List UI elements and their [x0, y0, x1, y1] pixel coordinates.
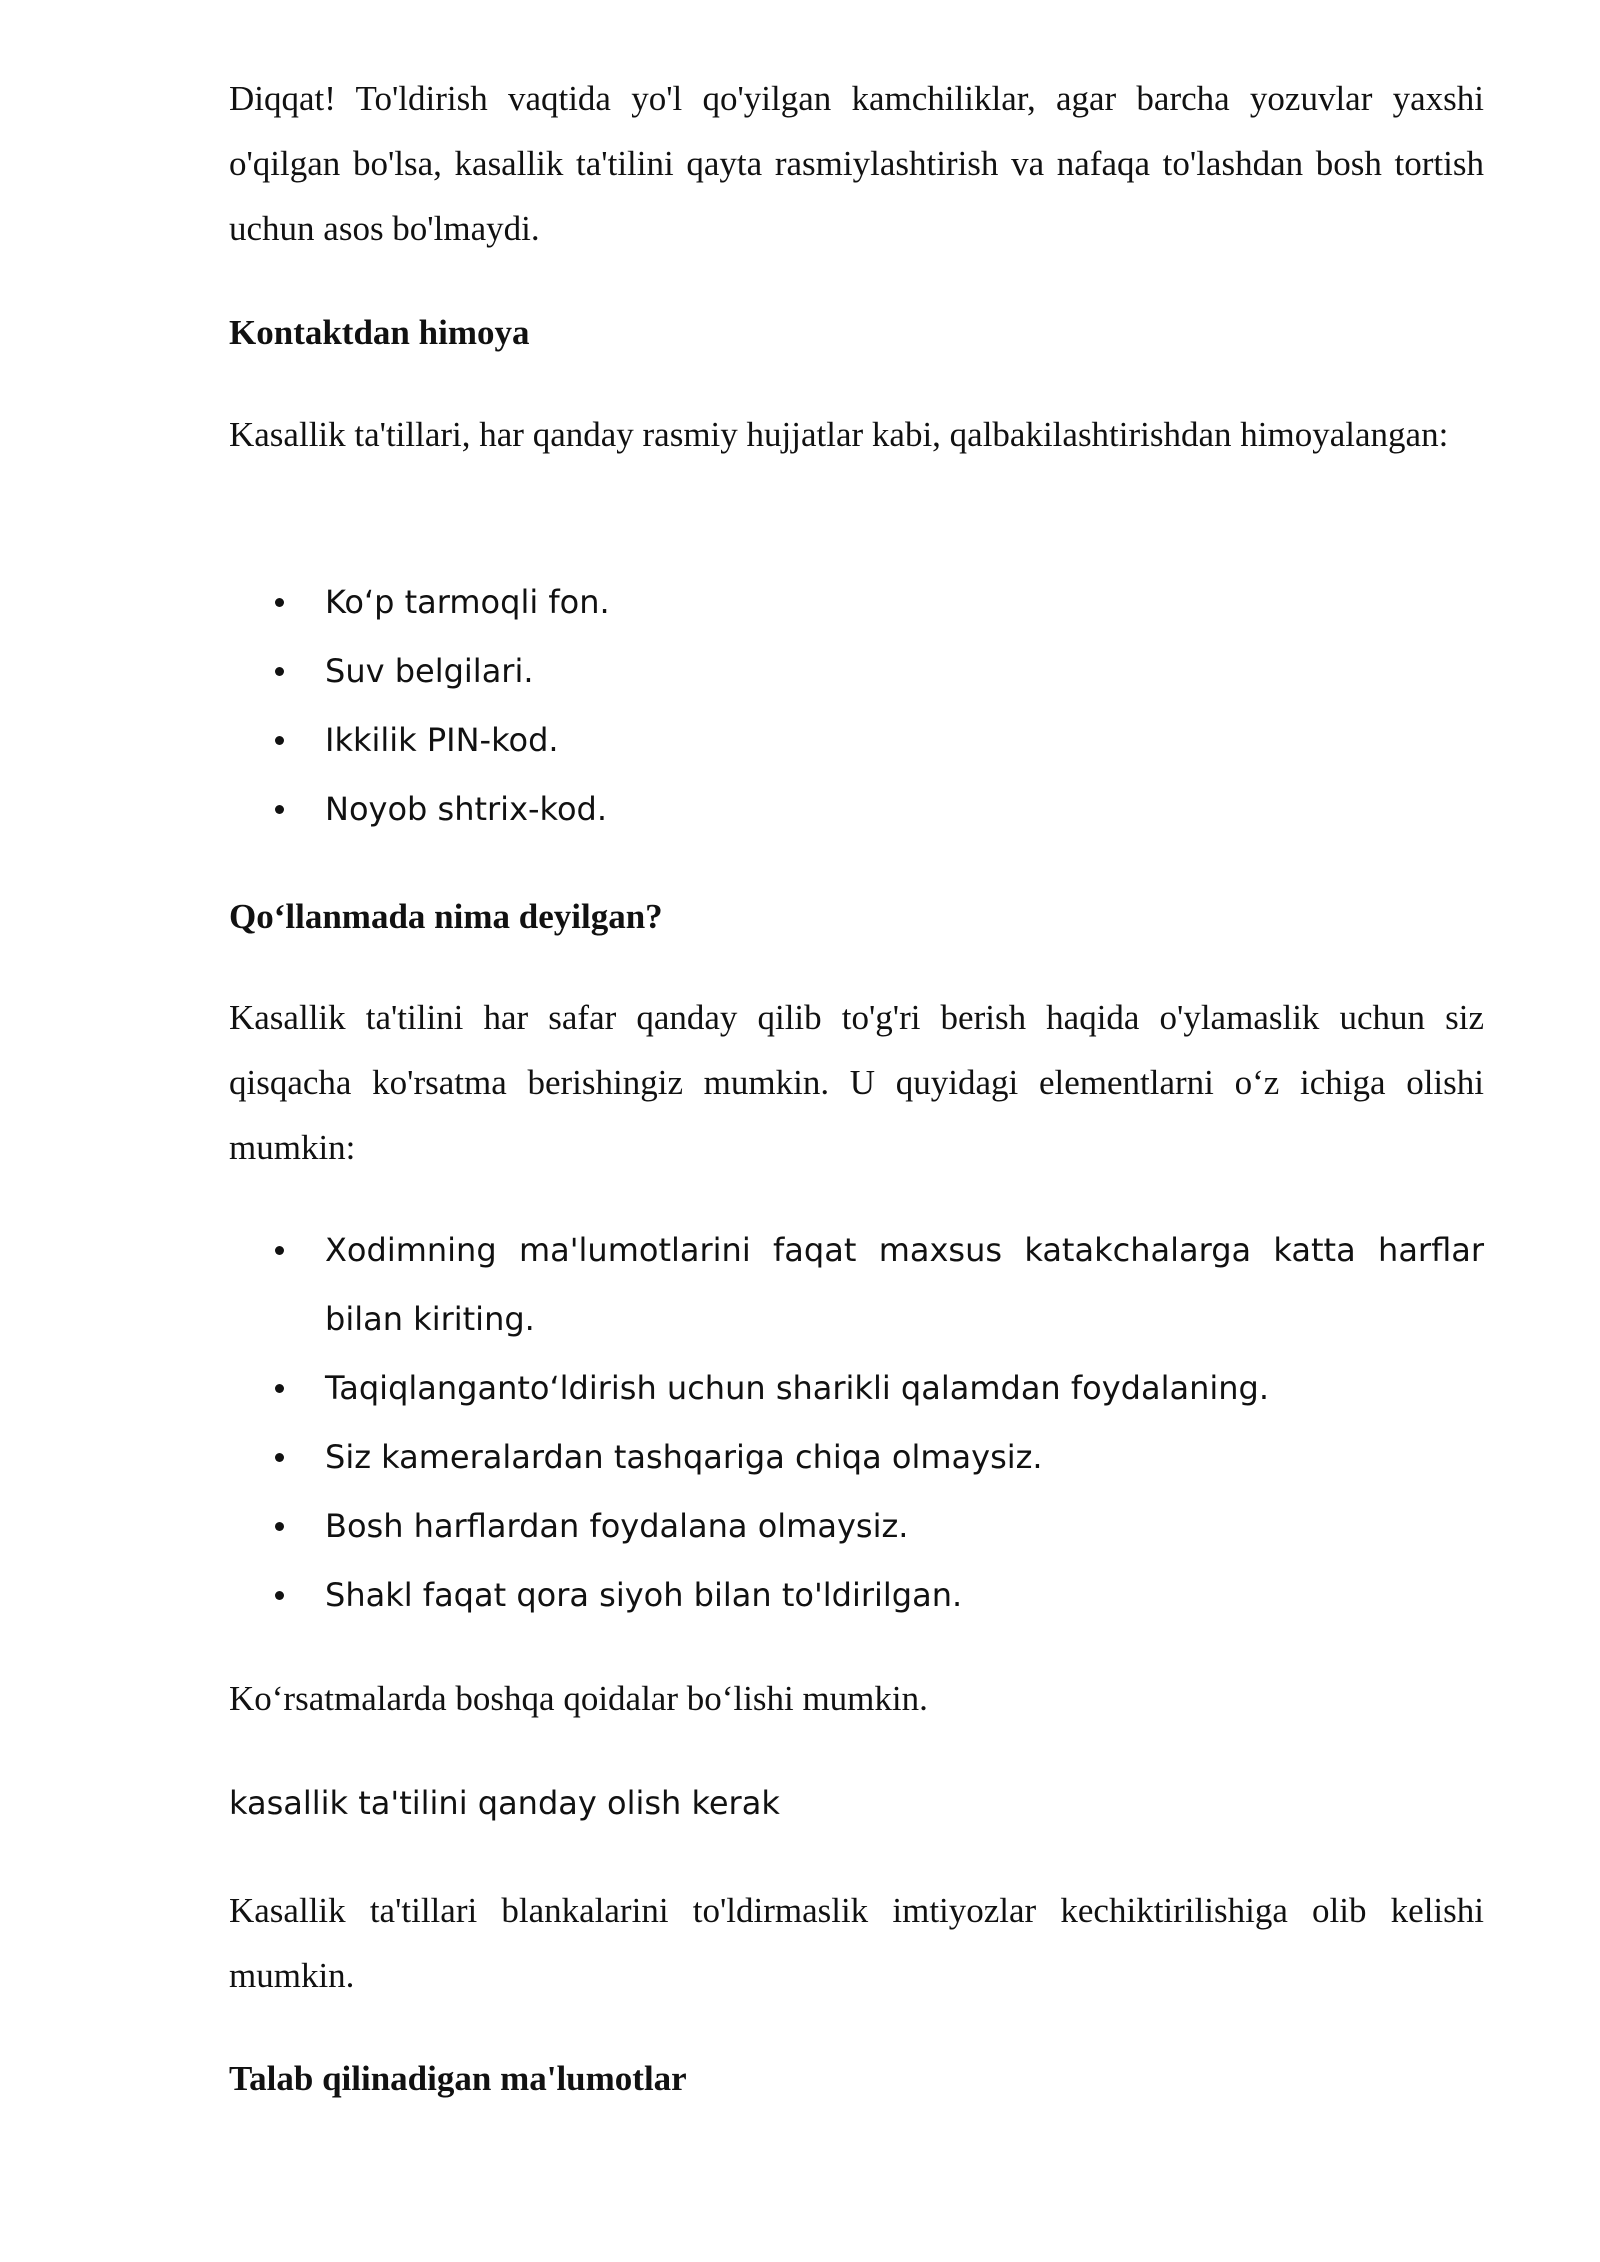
manual-rules-list: [229, 1216, 1484, 1630]
bullet-icon: [275, 1522, 284, 1531]
bullet-icon: [275, 598, 284, 607]
bullet-icon: [275, 1384, 284, 1393]
bullet-icon: [275, 736, 284, 745]
list-item: Ikkilik PIN-kod.: [229, 706, 1484, 775]
section-paragraph-manual: Kasallik ta'tilini har safar qanday qilib to'g'ri berish haqida o'ylamaslik uchun siz qisqacha ko'rsatma berishingiz mumkin. U quyidagi elementlarni o‘z ichiga olishi mumkin:: [229, 998, 1484, 1167]
list-item: Suv belgilari.: [229, 637, 1484, 706]
late-paragraph: Kasallik ta'tillari blankalarini to'ldirmaslik imtiyozlar kechiktirilishiga olib kelishi mumkin.: [229, 1891, 1484, 1995]
list-item: Taqiqlanganto‘ldirish uchun sharikli qalamdan foydalaning.: [229, 1354, 1484, 1423]
intro-paragraph: Diqqat! To'ldirish vaqtida yo'l qo'yilgan kamchiliklar, agar barcha yozuvlar yaxshi o'qilgan bo'lsa, kasallik ta'tilini qayta rasmiylashtirish va nafaqa to'lashdan bosh tortish uchun asos bo'lmaydi.: [229, 79, 1484, 248]
list-item: Noyob shtrix-kod.: [229, 775, 1484, 844]
bullet-icon: [275, 1453, 284, 1462]
bullet-icon: [275, 805, 284, 814]
bullet-icon: [275, 1591, 284, 1600]
manual-closing-note: Ko‘rsatmalarda boshqa qoidalar bo‘lishi mumkin.: [229, 1679, 928, 1718]
section-paragraph-protection: Kasallik ta'tillari, har qanday rasmiy hujjatlar kabi, qalbakilashtirishdan himoyalangan:: [229, 415, 1449, 454]
list-item: Siz kameralardan tashqariga chiqa olmaysiz.: [229, 1423, 1484, 1492]
bullet-icon: [275, 667, 284, 676]
subtitle-line: kasallik ta'tilini qanday olish kerak: [229, 1784, 780, 1822]
section-heading-contact-protection: Kontaktdan himoya: [229, 313, 530, 352]
bullet-icon: [275, 1246, 284, 1255]
list-item: Xodimning ma'lumotlarini faqat maxsus katakchalarga katta harflar bilan kiriting.: [229, 1216, 1484, 1354]
protection-features-list: [229, 568, 1484, 844]
section-heading-required-data: Talab qilinadigan ma'lumotlar: [229, 2059, 687, 2098]
list-item: Shakl faqat qora siyoh bilan to'ldirilgan.: [229, 1561, 1484, 1630]
list-item: Ko‘p tarmoqli fon.: [229, 568, 1484, 637]
section-heading-manual: Qo‘llanmada nima deyilgan?: [229, 897, 663, 936]
list-item: Bosh harflardan foydalana olmaysiz.: [229, 1492, 1484, 1561]
